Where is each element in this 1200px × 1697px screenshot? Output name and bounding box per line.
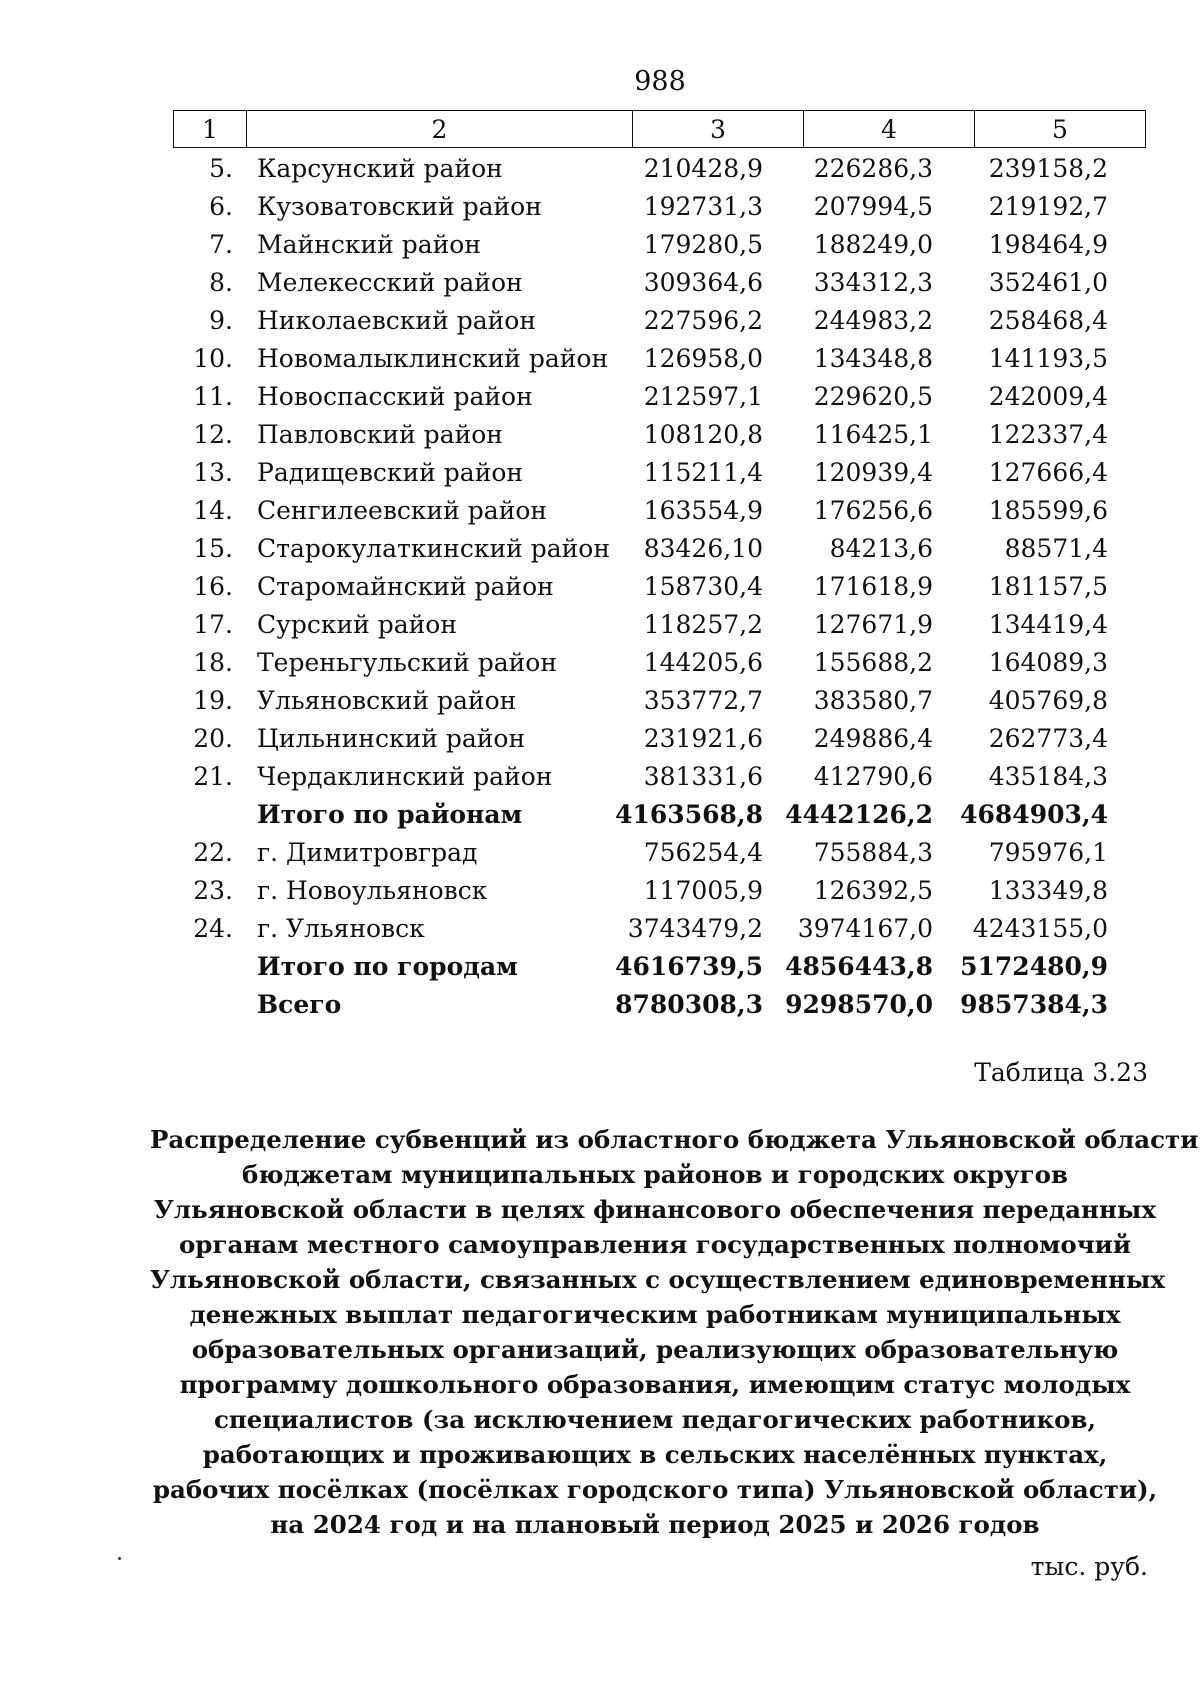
row-value-2024: 192731,3 xyxy=(643,192,763,221)
row-value-2024: 108120,8 xyxy=(643,420,763,449)
row-value-2025: 84213,6 xyxy=(829,534,933,563)
row-name: Мелекесский район xyxy=(257,268,523,297)
row-value-2024: 163554,9 xyxy=(643,496,763,525)
row-value-2025: 176256,6 xyxy=(813,496,933,525)
table-row xyxy=(173,644,1153,682)
row-value-2026: 239158,2 xyxy=(988,154,1108,183)
header-col-2: 2 xyxy=(247,111,633,148)
row-number: 20. xyxy=(193,724,233,753)
row-name: Майнский район xyxy=(257,230,482,259)
row-name: Новомалыклинский район xyxy=(257,344,609,373)
row-name: г. Новоульяновск xyxy=(257,876,488,905)
row-name: г. Димитровград xyxy=(257,838,478,867)
row-value-2026: 185599,6 xyxy=(988,496,1108,525)
document-title xyxy=(150,1122,1199,1542)
row-name: Николаевский район xyxy=(257,306,536,335)
row-value-2025: 9298570,0 xyxy=(785,990,933,1019)
row-number: 6. xyxy=(209,192,233,221)
row-value-2024: 115211,4 xyxy=(643,458,763,487)
title-line: работающих и проживающих в сельских населённых пунктах, xyxy=(202,1440,1108,1469)
row-value-2024: 381331,6 xyxy=(643,762,763,791)
row-number: 8. xyxy=(209,268,233,297)
row-number: 13. xyxy=(193,458,233,487)
row-value-2024: 212597,1 xyxy=(643,382,763,411)
row-value-2025: 334312,3 xyxy=(813,268,933,297)
row-value-2026: 219192,7 xyxy=(988,192,1108,221)
row-value-2024: 210428,9 xyxy=(643,154,763,183)
header-col-1: 1 xyxy=(174,111,247,148)
row-value-2026: 352461,0 xyxy=(988,268,1108,297)
row-number: 22. xyxy=(193,838,233,867)
row-name: Всего xyxy=(257,990,342,1019)
total-row xyxy=(173,986,1153,1024)
row-value-2024: 227596,2 xyxy=(643,306,763,335)
row-value-2024: 144205,6 xyxy=(643,648,763,677)
row-value-2024: 756254,4 xyxy=(643,838,763,867)
table-row xyxy=(173,188,1153,226)
row-value-2025: 755884,3 xyxy=(813,838,933,867)
row-value-2026: 88571,4 xyxy=(1004,534,1108,563)
row-value-2025: 4856443,8 xyxy=(785,952,933,981)
title-line: бюджетам муниципальных районов и городских округов xyxy=(241,1160,1068,1189)
row-name: Цильнинский район xyxy=(257,724,526,753)
row-value-2026: 134419,4 xyxy=(988,610,1108,639)
row-value-2025: 134348,8 xyxy=(813,344,933,373)
row-value-2025: 244983,2 xyxy=(813,306,933,335)
row-number: 24. xyxy=(193,914,233,943)
row-value-2025: 412790,6 xyxy=(813,762,933,791)
row-value-2025: 229620,5 xyxy=(813,382,933,411)
row-name: Старокулаткинский район xyxy=(257,534,611,563)
row-number: 19. xyxy=(193,686,233,715)
row-value-2026: 133349,8 xyxy=(988,876,1108,905)
row-number: 16. xyxy=(193,572,233,601)
row-value-2025: 120939,4 xyxy=(813,458,933,487)
title-line: Ульяновской области, связанных с осуществлением единовременных xyxy=(150,1265,1166,1294)
table-row xyxy=(173,682,1153,720)
row-value-2026: 405769,8 xyxy=(988,686,1108,715)
row-value-2024: 4163568,8 xyxy=(615,800,763,829)
title-line: образовательных организаций, реализующих образовательную xyxy=(191,1335,1119,1364)
row-value-2026: 4684903,4 xyxy=(960,800,1108,829)
row-number: 5. xyxy=(209,154,233,183)
row-value-2026: 262773,4 xyxy=(988,724,1108,753)
row-value-2024: 83426,10 xyxy=(643,534,763,563)
row-value-2024: 309364,6 xyxy=(643,268,763,297)
row-name: Кузоватовский район xyxy=(257,192,542,221)
row-name: Старомайнский район xyxy=(257,572,554,601)
header-col-4: 4 xyxy=(804,111,975,148)
table-row xyxy=(173,416,1153,454)
row-name: Сурский район xyxy=(257,610,458,639)
row-value-2025: 3974167,0 xyxy=(797,914,933,943)
row-value-2026: 164089,3 xyxy=(988,648,1108,677)
total-row xyxy=(173,948,1153,986)
row-value-2026: 242009,4 xyxy=(988,382,1108,411)
row-value-2026: 5172480,9 xyxy=(960,952,1108,981)
row-number: 18. xyxy=(193,648,233,677)
table-label: Таблица 3.23 xyxy=(974,1058,1148,1087)
total-row xyxy=(173,796,1153,834)
row-value-2024: 117005,9 xyxy=(643,876,763,905)
table-row xyxy=(173,302,1153,340)
header-col-5: 5 xyxy=(975,111,1146,148)
row-value-2025: 226286,3 xyxy=(813,154,933,183)
title-line: специалистов (за исключением педагогических работников, xyxy=(213,1405,1097,1434)
table-row xyxy=(173,568,1153,606)
row-number: 23. xyxy=(193,876,233,905)
row-value-2024: 179280,5 xyxy=(643,230,763,259)
row-value-2024: 4616739,5 xyxy=(615,952,763,981)
row-value-2025: 155688,2 xyxy=(813,648,933,677)
row-value-2024: 118257,2 xyxy=(643,610,763,639)
row-number: 7. xyxy=(209,230,233,259)
table-row xyxy=(173,720,1153,758)
table-row xyxy=(173,226,1153,264)
row-value-2025: 126392,5 xyxy=(813,876,933,905)
row-value-2026: 181157,5 xyxy=(988,572,1108,601)
units-label: тыс. руб. xyxy=(1030,1552,1148,1581)
row-value-2026: 795976,1 xyxy=(988,838,1108,867)
row-value-2026: 127666,4 xyxy=(988,458,1108,487)
page-number: 988 xyxy=(634,66,686,97)
row-name: Павловский район xyxy=(257,420,503,449)
row-name: Новоспасский район xyxy=(257,382,533,411)
table-row xyxy=(173,872,1153,910)
row-value-2024: 3743479,2 xyxy=(627,914,763,943)
row-number: 12. xyxy=(193,420,233,449)
title-line: Ульяновской области в целях финансового обеспечения переданных xyxy=(153,1195,1157,1224)
row-value-2025: 188249,0 xyxy=(813,230,933,259)
row-name: Ульяновский район xyxy=(257,686,517,715)
row-number: 9. xyxy=(209,306,233,335)
row-name: г. Ульяновск xyxy=(257,914,425,943)
row-name: Итого по городам xyxy=(257,952,518,981)
title-line: органам местного самоуправления государственных полномочий xyxy=(178,1230,1132,1259)
row-value-2025: 171618,9 xyxy=(813,572,933,601)
table-body xyxy=(173,150,1153,1024)
row-value-2025: 116425,1 xyxy=(813,420,933,449)
row-value-2025: 207994,5 xyxy=(813,192,933,221)
title-line: денежных выплат педагогическим работникам муниципальных xyxy=(189,1300,1121,1329)
table-row xyxy=(173,264,1153,302)
table-row xyxy=(173,340,1153,378)
row-number: 17. xyxy=(193,610,233,639)
row-number: 21. xyxy=(193,762,233,791)
table-row xyxy=(173,834,1153,872)
table-header xyxy=(173,110,1146,148)
table-row xyxy=(173,606,1153,644)
row-number: 11. xyxy=(193,382,233,411)
row-value-2026: 122337,4 xyxy=(988,420,1108,449)
row-value-2026: 198464,9 xyxy=(988,230,1108,259)
row-value-2024: 158730,4 xyxy=(643,572,763,601)
title-line: на 2024 год и на плановый период 2025 и 2026 годов xyxy=(270,1510,1040,1539)
table-row xyxy=(173,378,1153,416)
table-row xyxy=(173,150,1153,188)
header-col-3: 3 xyxy=(633,111,804,148)
row-value-2024: 353772,7 xyxy=(643,686,763,715)
table-row xyxy=(173,492,1153,530)
row-value-2024: 8780308,3 xyxy=(615,990,763,1019)
row-value-2025: 383580,7 xyxy=(813,686,933,715)
row-value-2024: 231921,6 xyxy=(643,724,763,753)
row-number: 15. xyxy=(193,534,233,563)
row-value-2025: 249886,4 xyxy=(813,724,933,753)
row-name: Тереньгульский район xyxy=(257,648,558,677)
table-row xyxy=(173,758,1153,796)
row-value-2025: 127671,9 xyxy=(813,610,933,639)
title-line: Распределение субвенций из областного бюджета Ульяновской области xyxy=(150,1125,1199,1154)
row-value-2026: 4243155,0 xyxy=(972,914,1108,943)
table-row xyxy=(173,454,1153,492)
table-row xyxy=(173,530,1153,568)
row-value-2026: 141193,5 xyxy=(988,344,1108,373)
row-value-2026: 9857384,3 xyxy=(960,990,1108,1019)
table-row xyxy=(173,910,1153,948)
title-line: программу дошкольного образования, имеющим статус молодых xyxy=(179,1370,1131,1399)
row-name: Радищевский район xyxy=(257,458,524,487)
title-line: рабочих посёлках (посёлках городского типа) Ульяновской области), xyxy=(152,1475,1158,1504)
row-value-2026: 258468,4 xyxy=(988,306,1108,335)
row-name: Карсунский район xyxy=(257,154,503,183)
row-value-2025: 4442126,2 xyxy=(785,800,933,829)
row-name: Чердаклинский район xyxy=(257,762,553,791)
row-value-2026: 435184,3 xyxy=(988,762,1108,791)
row-name: Итого по районам xyxy=(257,800,523,829)
scan-artifact xyxy=(118,1557,121,1560)
row-name: Сенгилеевский район xyxy=(257,496,548,525)
row-number: 10. xyxy=(193,344,233,373)
row-value-2024: 126958,0 xyxy=(643,344,763,373)
row-number: 14. xyxy=(193,496,233,525)
